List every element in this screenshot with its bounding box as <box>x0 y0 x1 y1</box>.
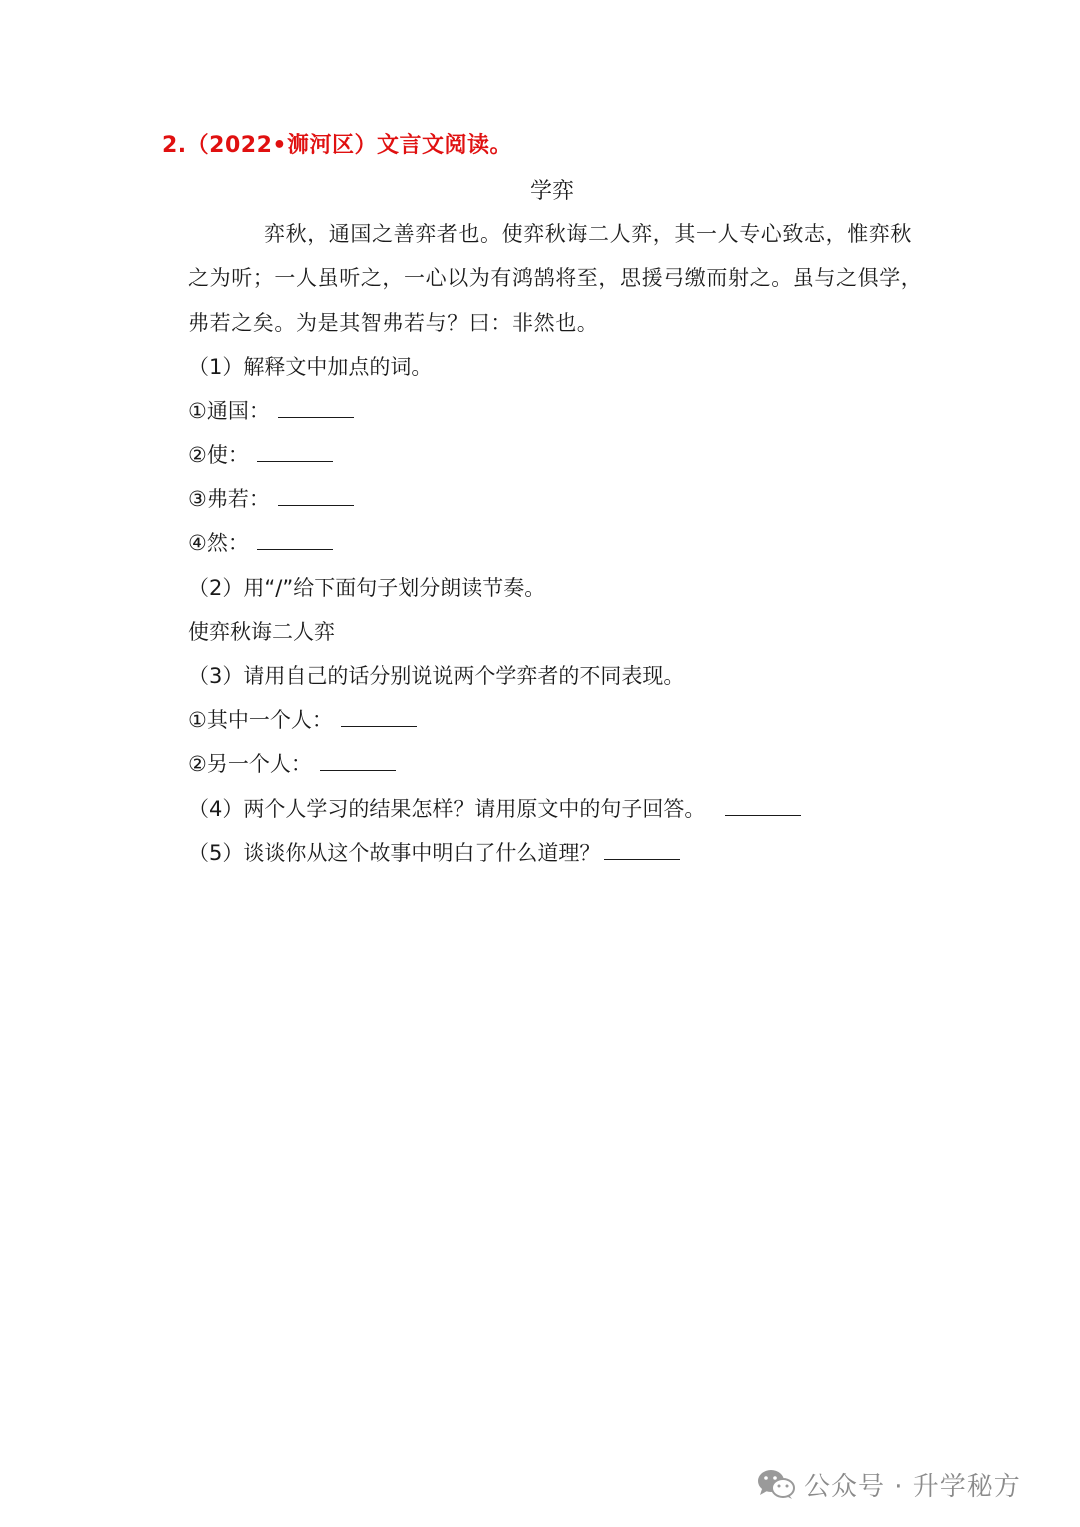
answer-blank[interactable] <box>257 531 333 550</box>
question-3: （3）请用自己的话分别说说两个学弈者的不同表现。 <box>188 664 685 688</box>
answer-blank[interactable] <box>257 443 333 462</box>
question-3-item-a <box>188 705 417 735</box>
question-4 <box>188 794 801 824</box>
answer-blank[interactable] <box>341 708 417 727</box>
question-2: （2）用“/”给下面句子划分朗读节奏。 <box>188 576 546 600</box>
wechat-icon <box>756 1467 796 1501</box>
question-1-item-b <box>188 440 333 470</box>
answer-blank[interactable] <box>725 797 801 816</box>
question-4-text: （4）两个人学习的结果怎样？请用原文中的句子回答。 <box>188 797 706 821</box>
answer-blank[interactable] <box>278 399 354 418</box>
question-1-item-a-label: ①通国： <box>188 399 270 423</box>
question-3-item-a-label: ①其中一个人： <box>188 708 333 732</box>
passage-line-1: 弈秋，通国之善弈者也。使弈秋诲二人弈，其一人专心致志，惟弈秋 <box>264 222 912 246</box>
question-1-item-c-label: ③弗若： <box>188 487 270 511</box>
question-1: （1）解释文中加点的词。 <box>188 355 433 379</box>
question-2-sentence: 使弈秋诲二人弈 <box>188 620 335 644</box>
answer-blank[interactable] <box>278 487 354 506</box>
passage-line-2: 之为听；一人虽听之，一心以为有鸿鹄将至，思援弓缴而射之。虽与之俱学， <box>188 266 923 290</box>
question-3-item-b-label: ②另一个人： <box>188 752 312 776</box>
question-1-item-d-label: ④然： <box>188 531 249 555</box>
question-5 <box>188 838 680 868</box>
question-1-item-c <box>188 484 354 514</box>
answer-blank[interactable] <box>320 752 396 771</box>
passage-title: 学弈 <box>529 179 574 204</box>
question-5-text: （5）谈谈你从这个故事中明白了什么道理？ <box>188 841 601 865</box>
question-1-item-d <box>188 528 333 558</box>
question-3-item-b <box>188 749 396 779</box>
question-title: 2.（2022•浉河区）文言文阅读。 <box>162 133 512 158</box>
question-1-item-a <box>188 396 354 426</box>
question-1-item-b-label: ②使： <box>188 443 249 467</box>
watermark-text: 公众号 · 升学秘方 <box>804 1471 1021 1502</box>
watermark <box>756 1462 1021 1506</box>
passage-line-3: 弗若之矣。为是其智弗若与？曰：非然也。 <box>188 311 599 335</box>
answer-blank[interactable] <box>604 841 680 860</box>
